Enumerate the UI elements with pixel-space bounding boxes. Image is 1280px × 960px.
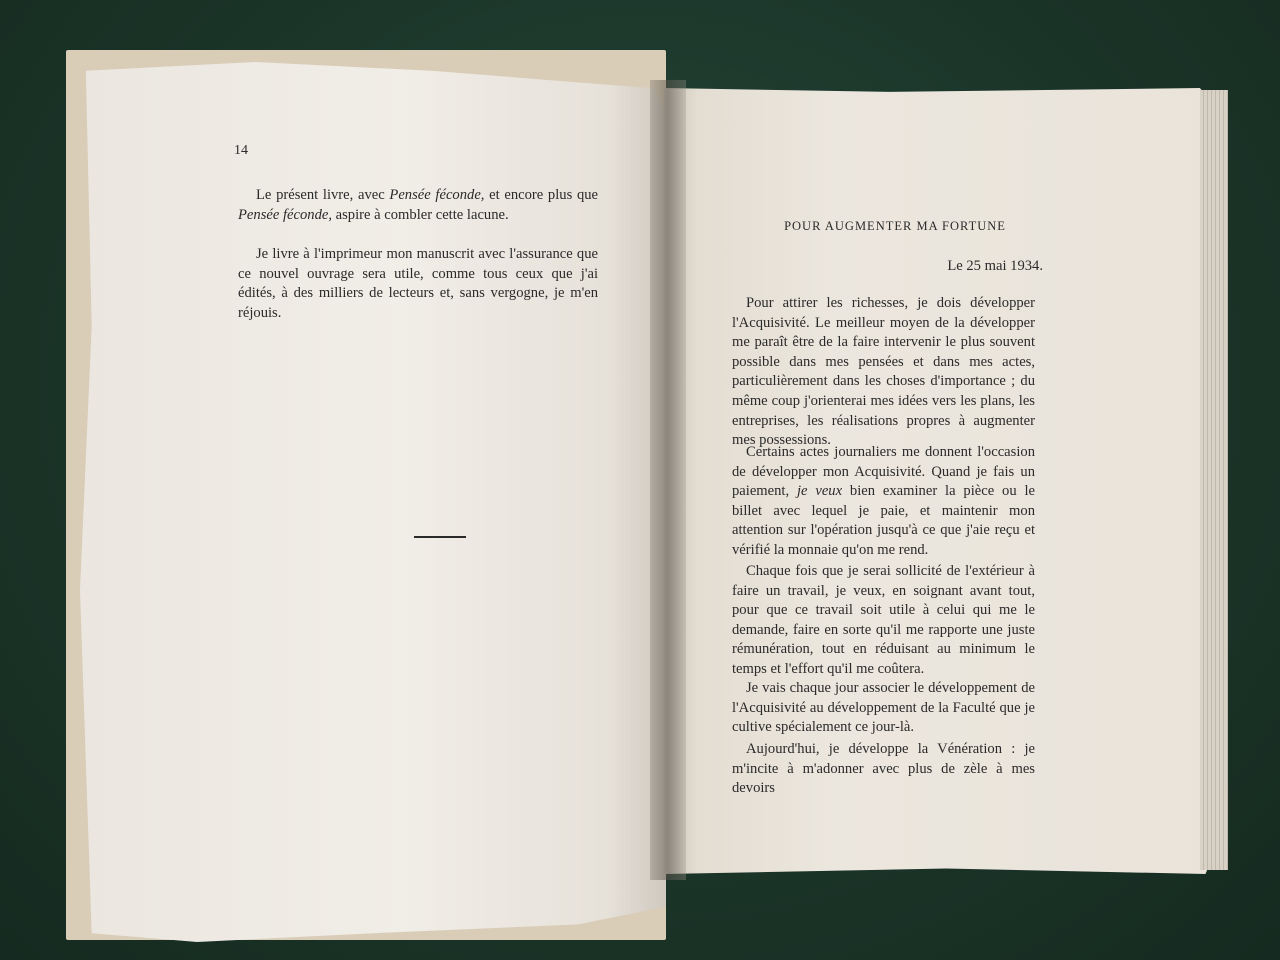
left-paragraph-1: Le présent livre, avec Pensée féconde, et encore plus que Pensée féconde, aspire à combler cette lacune. [238, 187, 599, 223]
right-paragraph-1: Pour attirer les richesses, je dois développer l'Acquisivité. Le meilleur moyen de la développer me paraît être de la faire intervenir le plus souvent possible dans mes pensées et dans mes actes, particulièrement dans les choses d'importance ; du même coup j'orienterai mes idées vers les plans, les entreprises, les réalisations propres à augmenter mes possessions. [732, 295, 1035, 449]
right-paragraph-2: Certains actes journaliers me donnent l'occasion de développer mon Acquisivité. Quand je fais un paiement, je veux bien examiner la pièce ou le billet avec lequel je paie, et maintenir mon attention sur l'opération jusqu'à ce que j'aie reçu et vérifié la monnaie qu'on me rend. [732, 444, 1035, 558]
page-stack-edge [1200, 90, 1228, 870]
right-paragraph-3: Chaque fois que je serai sollicité de l'extérieur à faire un travail, je veux, en soignant avant tout, pour que ce travail soit utile à celui qui me le demande, faire en sorte qu'il me rapporte une juste rémunération, tout en réduisant au minimum le temps et l'effort qu'il me coûtera. [732, 563, 1035, 677]
page-number: 14 [234, 143, 248, 158]
book-gutter [650, 80, 686, 880]
end-rule [414, 536, 466, 538]
right-paragraph-5: Aujourd'hui, je développe la Vénération : je m'incite à m'adonner avec plus de zèle à mes devoirs [732, 741, 1035, 797]
right-paragraph-4: Je vais chaque jour associer le développement de l'Acquisivité au développement de la Faculté que je cultive spécialement ce jour-là. [732, 680, 1035, 736]
chapter-title: POUR AUGMENTER MA FORTUNE [784, 219, 1006, 233]
entry-date: Le 25 mai 1934. [947, 258, 1043, 274]
left-paragraph-2: Je livre à l'imprimeur mon manuscrit avec l'assurance que ce nouvel ouvrage sera utile, comme tous ceux que j'ai édités, à des milliers de lecteurs et, sans vergogne, je m'en réjouis. [238, 246, 598, 321]
